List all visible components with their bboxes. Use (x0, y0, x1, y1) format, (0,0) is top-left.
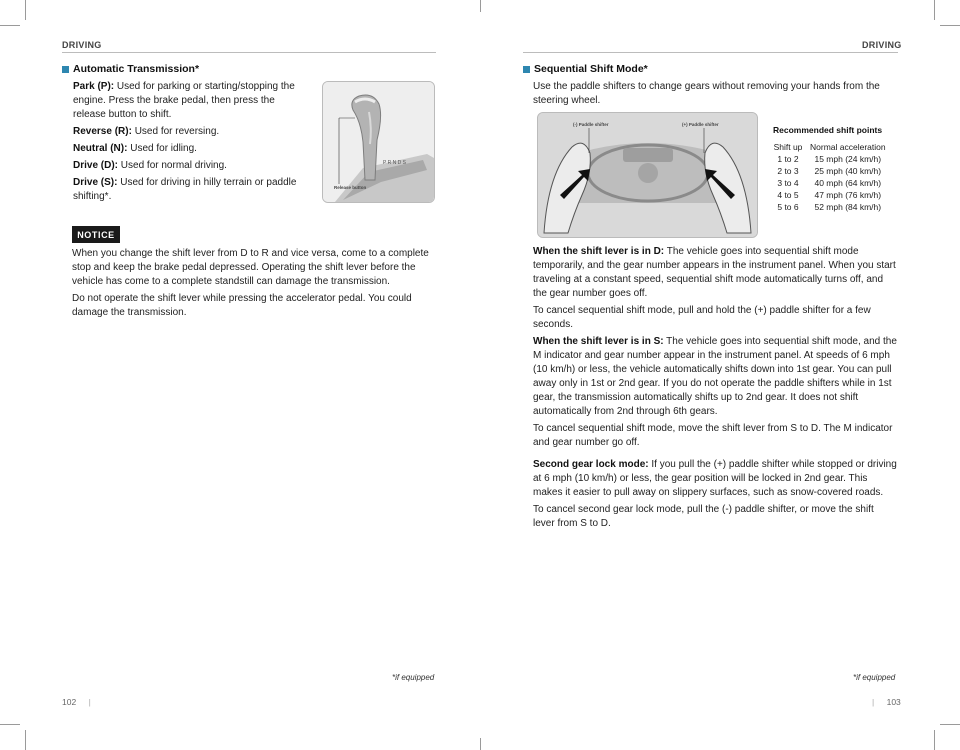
gear-term: Park (P): (73, 81, 115, 92)
shift-points-table (768, 141, 886, 213)
gear-desc: Used for reversing. (131, 126, 220, 137)
table-cell: 5 to 6 (777, 202, 799, 212)
plus-paddle-caption: (+) Paddle shifter (682, 122, 719, 127)
page-number-text: 103 (886, 697, 901, 707)
table-row (768, 165, 886, 177)
table-cell: 3 to 4 (777, 178, 799, 188)
release-button-caption: Release button (334, 185, 367, 190)
page-number-divider: | (88, 697, 91, 707)
crop-mark (0, 724, 20, 725)
table-row (768, 189, 886, 201)
right-section-label: DRIVING (862, 40, 902, 50)
left-section-label: DRIVING (62, 40, 102, 50)
crop-mark (934, 0, 935, 20)
right-heading (523, 63, 648, 75)
recommended-title: Recommended shift points (773, 125, 883, 135)
table-cell: 52 mph (84 km/h) (814, 202, 882, 212)
steering-wheel-illustration (538, 113, 757, 237)
gear-item-neutral (73, 142, 301, 156)
d-mode-term: When the shift lever is in D: (533, 246, 665, 257)
table-cell: 40 mph (64 km/h) (814, 178, 882, 188)
crop-mark (25, 730, 26, 750)
page-number-text: 102 (62, 697, 77, 707)
s-mode-text: The vehicle goes into sequential shift mode, and the M indicator and gear number appear in the instrument panel. At speeds of 6 mph (10 km/h) or less, the vehicle automatically shifts down into 1st gear. You can pull away only in 1st or 2nd gear. If you do not operate the paddle shifters while in 1st gear, the transmission automatically shifts up to 2nd gear. It does not shift automatically from 2nd through 6th gears. (533, 336, 897, 417)
table-cell: 1 to 2 (777, 154, 799, 164)
crop-mark (940, 724, 960, 725)
table-header-row (768, 141, 886, 153)
intro-paragraph: Use the paddle shifters to change gears without removing your hands from the steering wheel. (533, 81, 880, 106)
crop-mark (480, 0, 481, 12)
table-row (768, 153, 886, 165)
right-header-rule (523, 52, 898, 53)
left-footnote: *if equipped (392, 673, 435, 682)
crop-mark (480, 738, 481, 750)
gear-term: Drive (S): (73, 177, 118, 188)
shift-lever-illustration (323, 82, 434, 202)
crop-mark (934, 730, 935, 750)
left-heading (62, 63, 199, 75)
table-cell: 15 mph (24 km/h) (814, 154, 882, 164)
table-header: Shift up (773, 142, 803, 152)
gear-desc: Used for driving in hilly terrain or paddle shifting*. (73, 177, 297, 202)
gear-term: Reverse (R): (73, 126, 132, 137)
table-cell: 2 to 3 (777, 166, 799, 176)
gear-desc: Used for normal driving. (118, 160, 227, 171)
crop-mark (940, 25, 960, 26)
table-cell: 25 mph (40 km/h) (814, 166, 882, 176)
s-mode-paragraph (533, 335, 898, 419)
cancel-lock-paragraph: To cancel second gear lock mode, pull the (-) paddle shifter, or move the shift lever from S to D. (533, 504, 874, 529)
gear-term: Neutral (N): (73, 143, 128, 154)
gear-list (73, 80, 301, 207)
notice-paragraph: Do not operate the shift lever while pressing the accelerator pedal. You could damage the transmission. (72, 293, 412, 318)
d-mode-paragraph (533, 245, 898, 301)
right-heading-text: Sequential Shift Mode* (534, 63, 648, 75)
table-cell: 4 to 5 (777, 190, 799, 200)
heading-square-icon (523, 66, 530, 73)
left-heading-text: Automatic Transmission* (73, 63, 200, 75)
lock-mode-paragraph (533, 458, 898, 500)
lock-mode-text: If you pull the (+) paddle shifter while stopped or driving at 6 mph (10 km/h) or less, the gear position will be locked in 2nd gear. This makes it easier to pull away on slippery surfaces, such as snow-covered roads. (533, 459, 897, 498)
gear-term: Drive (D): (73, 160, 119, 171)
lock-mode-term: Second gear lock mode: (533, 459, 649, 470)
gear-item-park (73, 80, 301, 122)
right-footnote: *if equipped (853, 673, 896, 682)
shift-lever-figure (322, 81, 435, 203)
table-row (768, 201, 886, 213)
gear-desc: Used for idling. (127, 143, 197, 154)
minus-paddle-caption: (-) Paddle shifter (573, 122, 609, 127)
page-number-divider: | (872, 697, 875, 707)
left-page-number (62, 697, 91, 707)
right-page-number (872, 697, 901, 707)
cancel-s-paragraph: To cancel sequential shift mode, move the shift lever from S to D. The M indicator and gear number go off. (533, 423, 893, 448)
d-mode-text: The vehicle goes into sequential shift mode temporarily, and the gear number appears in the instrument panel. When you start traveling at a constant speed, sequential shift mode automatically turns off, and the gear number goes off. (533, 246, 896, 299)
table-cell: 47 mph (76 km/h) (814, 190, 882, 200)
crop-mark (25, 0, 26, 20)
notice-paragraph: When you change the shift lever from D to R and vice versa, come to a complete stop and keep the brake pedal depressed. Operating the shift lever before the vehicle has come to a complete standstill can damage the transmission. (72, 248, 429, 287)
notice-badge: NOTICE (72, 226, 120, 243)
gear-desc: Used for parking or starting/stopping the engine. Press the brake pedal, then press the release button to shift. (73, 81, 295, 120)
gear-item-sport (73, 176, 301, 204)
left-header-rule (62, 52, 436, 53)
sequential-body (533, 245, 898, 534)
heading-square-icon (62, 66, 69, 73)
gear-item-drive (73, 159, 301, 173)
paddle-shifter-figure (537, 112, 758, 238)
notice-text (72, 247, 436, 323)
svg-text:P R N D S: P R N D S (383, 160, 406, 166)
crop-mark (0, 25, 20, 26)
cancel-d-paragraph: To cancel sequential shift mode, pull and hold the (+) paddle shifter for a few seconds. (533, 305, 871, 330)
table-row (768, 177, 886, 189)
table-header: Normal acceleration (810, 142, 886, 152)
s-mode-term: When the shift lever is in S: (533, 336, 664, 347)
gear-item-reverse (73, 125, 301, 139)
intro-text (533, 80, 893, 111)
